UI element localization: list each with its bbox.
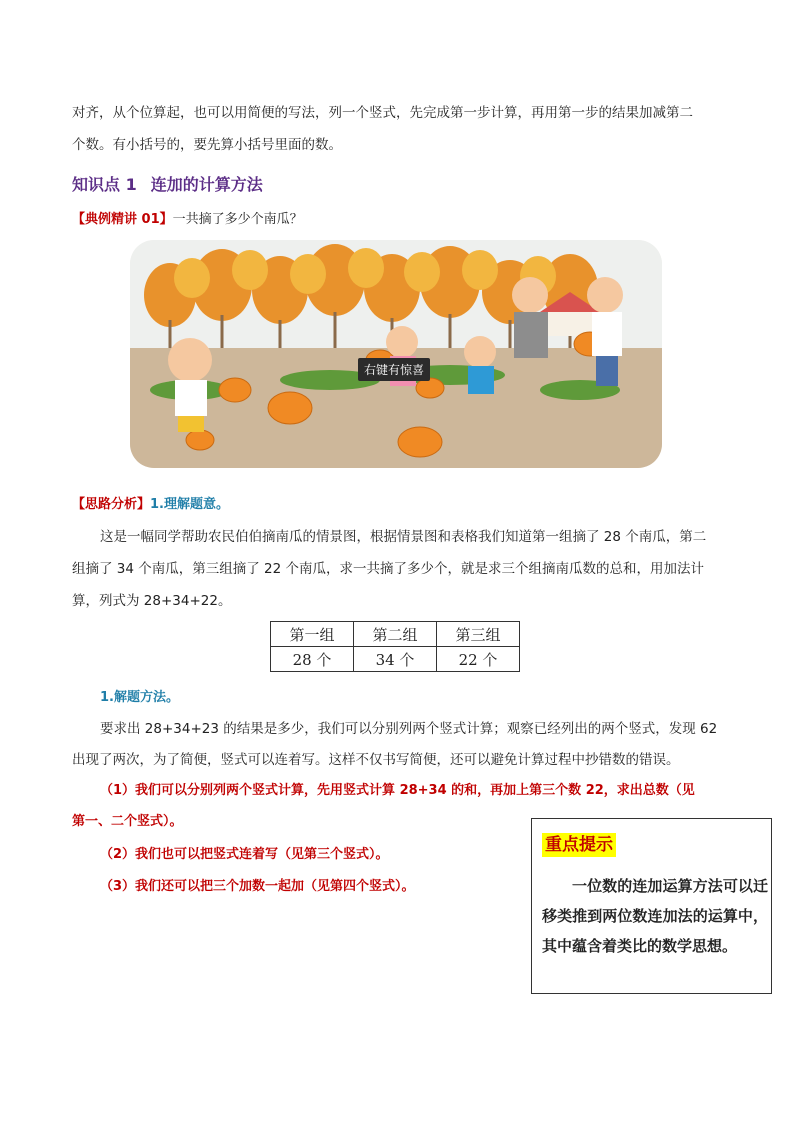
analysis-p1-line3: 算，列式为 28+34+22。 bbox=[72, 593, 232, 609]
table-row bbox=[271, 647, 520, 672]
method-p2-line2: 出现了两次，为了简便，竖式可以连着写。这样不仅书写简便，还可以避免计算过程中抄错数的错误。 bbox=[72, 752, 680, 768]
table-header-row bbox=[271, 622, 520, 647]
table-cell: 34 个 bbox=[354, 647, 437, 672]
pumpkin-scene-image bbox=[130, 240, 662, 468]
example-question: 一共摘了多少个南瓜？ bbox=[172, 212, 303, 227]
analysis-tag: 【思路分析】 bbox=[72, 497, 151, 512]
key-tip-box bbox=[531, 818, 772, 994]
table-cell: 28 个 bbox=[271, 647, 354, 672]
method-p2-line1: 要求出 28+34+23 的结果是多少，我们可以分别列两个竖式计算；观察已经列出的两个竖式，发现 62 bbox=[100, 721, 718, 737]
analysis-p1-line1: 这是一幅同学帮助农民伯伯摘南瓜的情景图，根据情景图和表格我们知道第一组摘了 28 个南瓜，第二 bbox=[100, 529, 707, 545]
analysis-line bbox=[72, 495, 229, 515]
table-cell: 22 个 bbox=[437, 647, 520, 672]
analysis-p1-line2: 组摘了 34 个南瓜，第三组摘了 22 个南瓜，求一共摘了多少个，就是求三个组摘南瓜数的总和，用加法计 bbox=[72, 561, 705, 577]
example-line bbox=[72, 210, 303, 230]
section-label: 知识点 1 bbox=[72, 175, 137, 194]
section-title: 连加的计算方法 bbox=[150, 175, 263, 194]
method-item1-line1: （1）我们可以分别列两个竖式计算，先用竖式计算 28+34 的和，再加上第三个数 22，求出总数（见 bbox=[100, 783, 695, 798]
table-header-cell: 第三组 bbox=[437, 622, 520, 647]
example-tag: 【典例精讲 01】 bbox=[72, 212, 173, 227]
method-item2: （2）我们也可以把竖式连着写（见第三个竖式）。 bbox=[100, 847, 389, 862]
intro-line-2: 个数。有小括号的，要先算小括号里面的数。 bbox=[72, 137, 342, 153]
method-step-label bbox=[100, 688, 179, 708]
tip-title: 重点提示 bbox=[542, 833, 616, 857]
overlay-label: 右键有惊喜 bbox=[358, 358, 430, 381]
method-item1-line2: 第一、二个竖式）。 bbox=[72, 814, 183, 829]
groups-table bbox=[270, 621, 520, 672]
analysis-step1: 1.理解题意。 bbox=[150, 497, 229, 512]
method-step-text: 1.解题方法。 bbox=[100, 690, 179, 705]
table-header-cell: 第二组 bbox=[354, 622, 437, 647]
intro-line-1: 对齐，从个位算起，也可以用简便的写法，列一个竖式，先完成第一步计算，再用第一步的结果加减第二 bbox=[72, 105, 693, 121]
section-heading bbox=[72, 172, 263, 195]
table-header-cell: 第一组 bbox=[271, 622, 354, 647]
tip-body: 一位数的连加运算方法可以迁移类推到两位数连加法的运算中，其中蕴含着类比的数学思想。 bbox=[542, 877, 768, 955]
pumpkin-illustration bbox=[130, 240, 662, 468]
method-item3: （3）我们还可以把三个加数一起加（见第四个竖式）。 bbox=[100, 879, 415, 894]
